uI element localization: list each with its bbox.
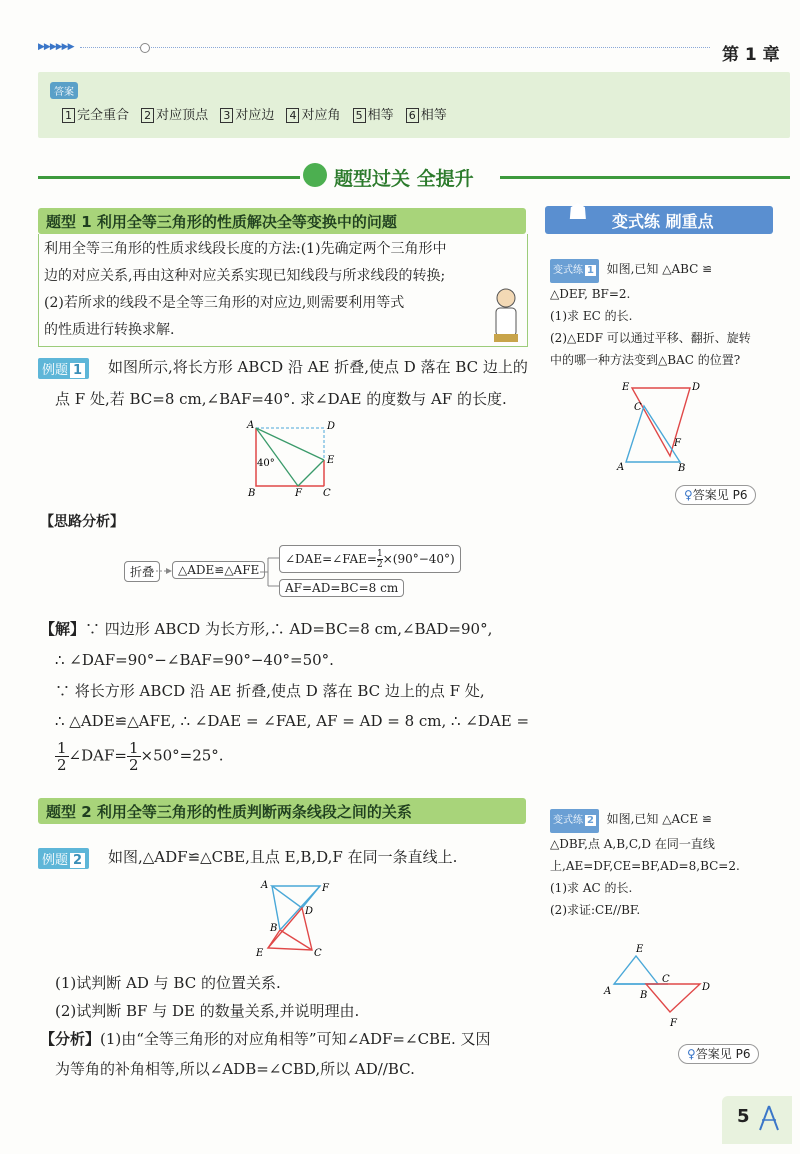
solution-line5: $\frac{1}{2}$ ∠DAF= $\frac{1}{2}$ ×50°=25°. [57,739,224,774]
flow-mid: △ADE≌△AFE [172,561,265,579]
header-arrows: ▶▶▶▶▶▶ [38,42,74,52]
banner-title: 题型过关 全提升 [334,168,474,190]
label-E: E [256,948,264,959]
label-A: A [604,986,612,997]
label-F: F [670,1018,677,1029]
label-D: D [305,906,314,917]
banner-line-right [500,176,790,179]
solution-line1: 【解】∵ 四边形 ABCD 为长方形,∴ AD=BC=8 cm,∠BAD=90°, [40,620,493,638]
example2-q1: (1)试判断 AD 与 BC 的位置关系. [55,974,281,992]
answer-item: 5 相等 [353,108,394,123]
example1-line2: 点 F 处,若 BC=8 cm,∠BAF=40°. 求∠DAE 的度数与 AF 的长度. [55,390,507,408]
example2-line1: 如图,△ADF≌△CBE,且点 E,B,D,F 在同一条直线上. [108,848,458,866]
page-number: 5 [737,1106,750,1127]
label-B: B [270,923,278,934]
label-B: B [248,488,256,498]
answer-item: 2 对应顶点 [141,108,208,123]
example2-analysis1: 【分析】(1)由“全等三角形的对应角相等”可知∠ADF=∠CBE. 又因 [40,1030,491,1048]
figure-triangles-v2 [600,938,720,1030]
flow-top: ∠DAE=∠FAE= $\frac{1}{2}$ ×(90°−40°) [279,545,461,573]
label-C: C [323,488,331,498]
label-B: B [678,463,686,474]
label-F: F [295,488,302,498]
answer-item: 4 对应角 [286,108,340,123]
example2-analysis2: 为等角的补角相等,所以∠ADB=∠CBD,所以 AD//BC. [55,1060,415,1078]
answer-tag: 答案 [50,82,78,99]
example2-tag: 例题 2 [38,848,89,869]
type2-title: 题型 2 利用全等三角形的性质判断两条线段之间的关系 [46,803,412,821]
header-dot [140,43,150,53]
example1-tag: 例题 1 [38,358,89,379]
label-E: E [622,382,630,393]
figure-triangles-v1 [612,376,702,476]
label-E: E [327,455,335,466]
sidebar-title: 变式练 刷重点 [612,212,714,231]
label-A: A [247,420,255,431]
label-A: A [617,462,625,473]
variant2-ref[interactable]: ♀答案见 P6 [678,1043,759,1062]
label-B: B [640,990,648,1001]
variant2-text: 变式练 2 如图,已知 △ACE ≌ △DBF,点 A,B,C,D 在同一直线 上,AE=DF,CE=BF,AD=8,BC=2. (1)求 AC 的长. (2)求证:CE//BF. [550,808,778,921]
type1-text: 利用全等三角形的性质求线段长度的方法:(1)先确定两个三角形中 边的对应关系,再由这种对应关系实现已知线段与所求线段的转换; (2)若所求的线段不是全等三角形的对应边,则需要利用等式 的性质进行转换求解. [44,241,447,338]
solution-line3: ∵ 将长方形 ABCD 沿 AE 折叠,使点 D 落在 BC 边上的点 F 处, [55,682,485,700]
label-angle: 40° [257,458,275,469]
variant1-text: 变式练 1 如图,已知 △ABC ≌ △DEF, BF=2. (1)求 EC 的长. (2)△EDF 可以通过平移、翻折、旋转 中的哪一种方法变到△BAC 的位置? [550,258,778,371]
example2-q2: (2)试判断 BF 与 DE 的数量关系,并说明理由. [55,1002,360,1020]
figure-triangles-1 [250,874,340,964]
flow-bottom: AF=AD=BC=8 cm [279,579,404,597]
answer-item: 6 相等 [406,108,447,123]
compass-icon [756,1104,782,1132]
chapter-label: 第 1 章 [722,45,780,65]
gear-icon [303,163,327,187]
label-C: C [662,974,670,985]
label-E: E [636,944,644,955]
variant1-ref[interactable]: ♀答案见 P6 [675,484,756,503]
answer-row [62,104,455,123]
label-F: F [322,883,329,894]
example1-line1: 如图所示,将长方形 ABCD 沿 AE 折叠,使点 D 落在 BC 边上的 [108,358,528,376]
type1-title: 题型 1 利用全等三角形的性质解决全等变换中的问题 [46,213,397,231]
solution-line4: ∴ △ADE≌△AFE, ∴ ∠DAE = ∠FAE, AF = AD = 8 cm, ∴ ∠DAE = [55,712,530,730]
analysis-title: 【思路分析】 [40,514,124,530]
label-A: A [261,880,269,891]
answer-item: 1 完全重合 [62,108,129,123]
answer-item: 3 对应边 [220,108,274,123]
arrow-icon [152,566,172,576]
label-C: C [634,402,642,413]
label-C: C [314,948,322,959]
banner-line-left [38,176,300,179]
label-D: D [702,982,711,993]
label-F: F [674,438,681,449]
scientist-icon [486,286,526,346]
figure-rectangle [240,416,340,498]
header-line [80,47,710,48]
label-D: D [692,382,701,393]
flow-start: 折叠 [124,561,160,582]
label-D: D [327,421,336,432]
solution-line2: ∴ ∠DAF=90°−∠BAF=90°−40°=50°. [55,651,334,669]
student-icon: ☗ [568,200,588,225]
